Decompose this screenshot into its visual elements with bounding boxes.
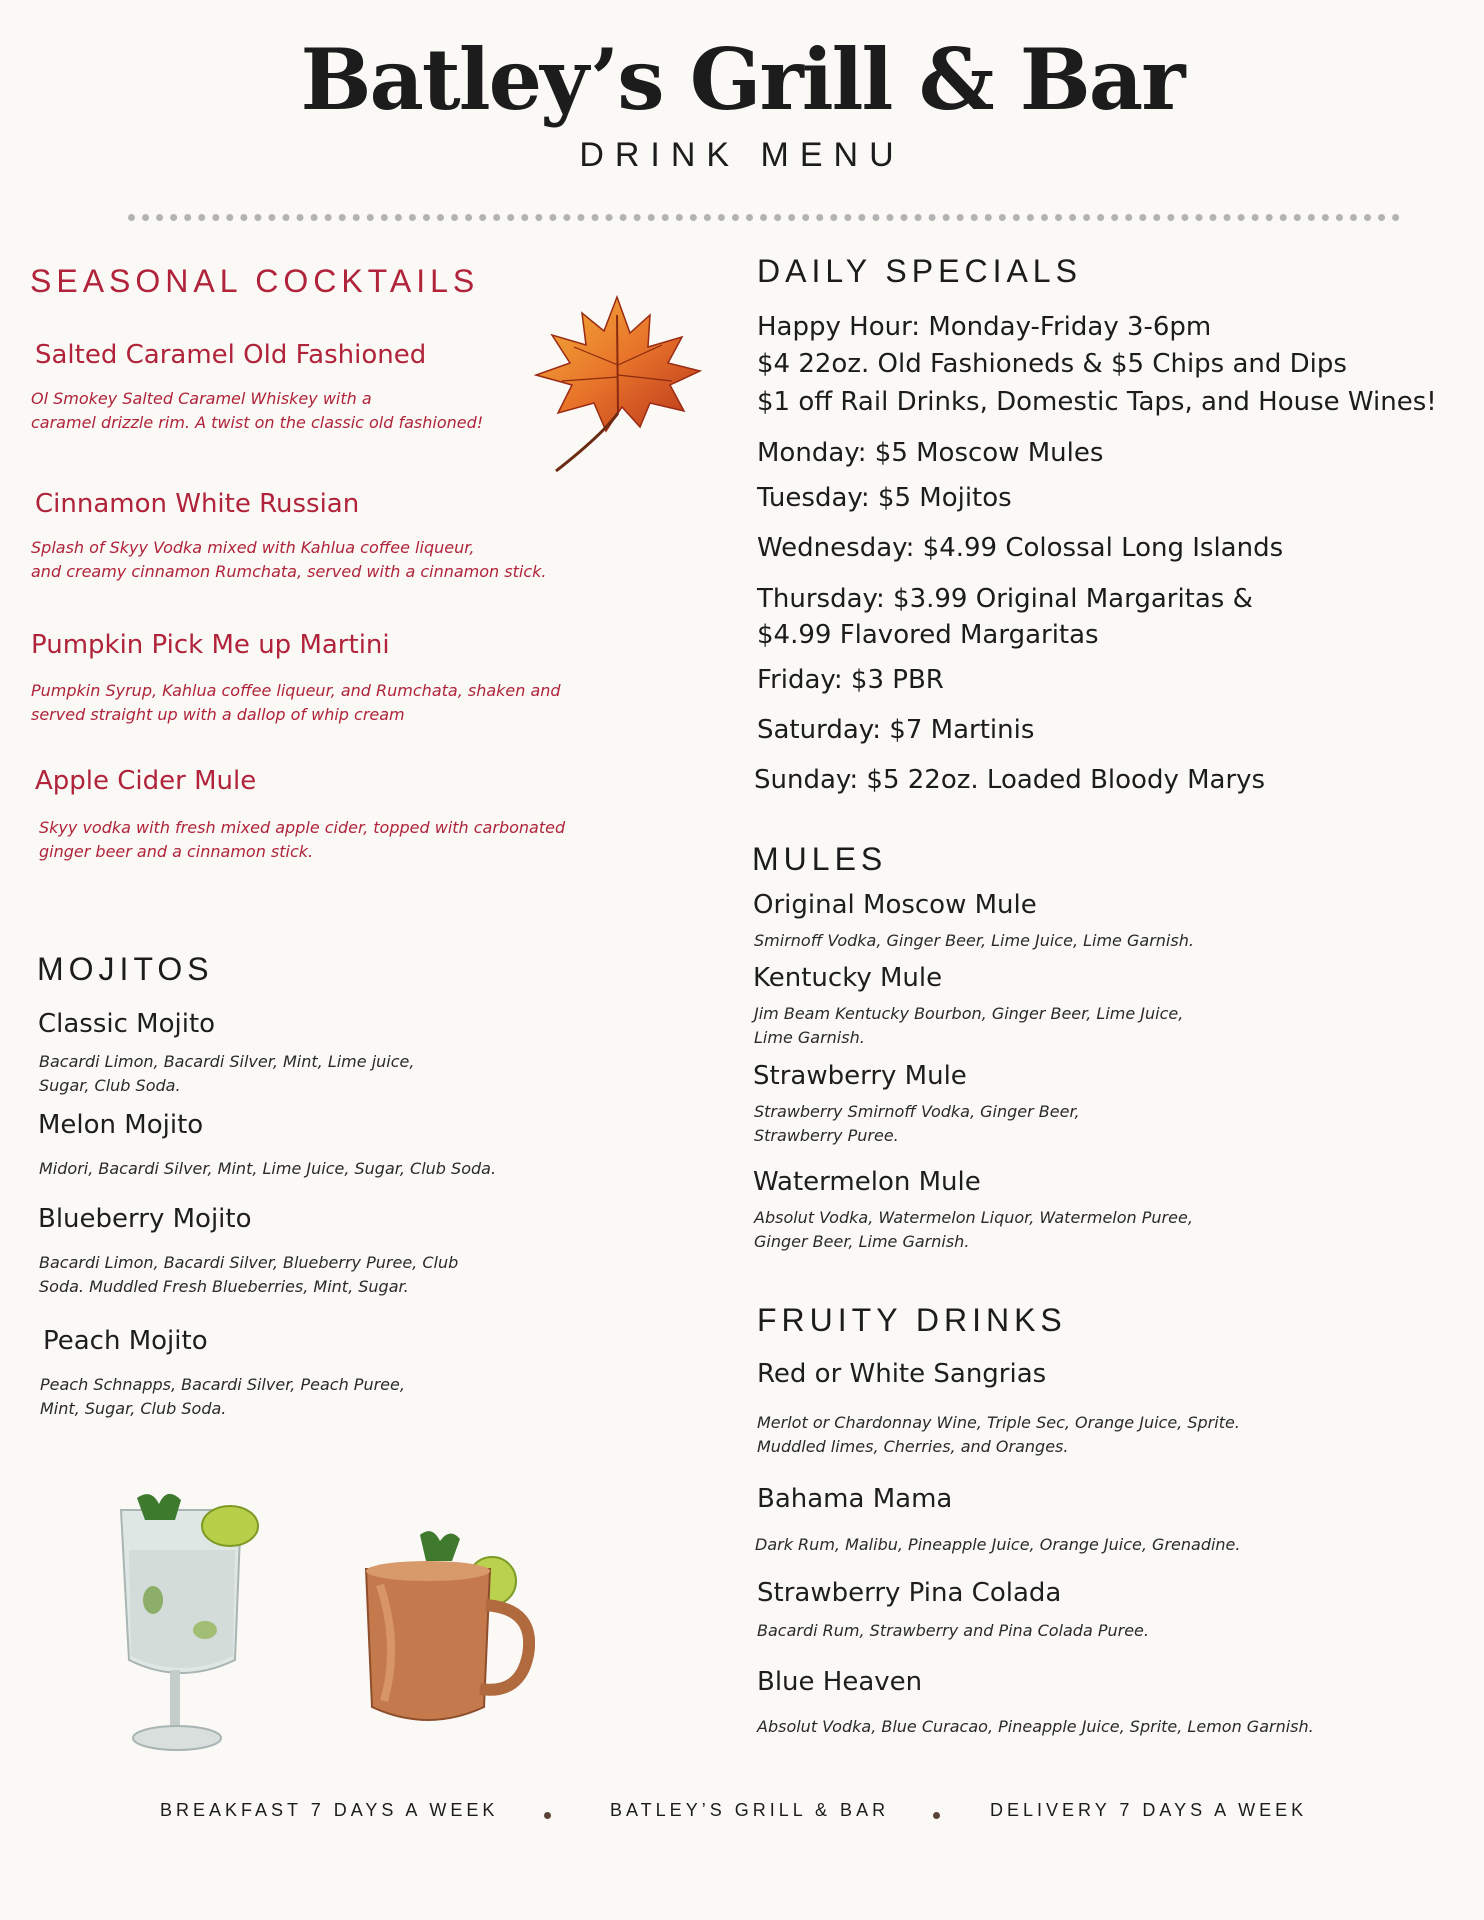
- seasonal-item-desc: Skyy vodka with fresh mixed apple cider, topped with carbonated ginger beer and a cinnamon stick.: [39, 818, 566, 861]
- footer-left: BREAKFAST 7 DAYS A WEEK: [160, 1800, 499, 1820]
- fruity-item-desc: Merlot or Chardonnay Wine, Triple Sec, Orange Juice, Sprite. Muddled limes, Cherries, and Oranges.: [757, 1413, 1240, 1456]
- daily-special-line: Saturday: $7 Martinis: [757, 715, 1035, 745]
- fruity-heading: FRUITY DRINKS: [757, 1302, 1067, 1338]
- mule-item-name: Watermelon Mule: [753, 1167, 981, 1197]
- mojito-item-name: Blueberry Mojito: [38, 1204, 252, 1234]
- page-title: Batley’s Grill & Bar: [300, 30, 1184, 129]
- mule-item-name: Original Moscow Mule: [753, 890, 1037, 920]
- dotted-divider: [128, 214, 1400, 221]
- daily-special-line: Sunday: $5 22oz. Loaded Bloody Marys: [754, 765, 1266, 795]
- mule-item-name: Strawberry Mule: [753, 1061, 967, 1091]
- mules-heading: MULES: [752, 841, 888, 877]
- seasonal-item-name: Apple Cider Mule: [35, 766, 257, 796]
- fruity-item-desc: Dark Rum, Malibu, Pineapple Juice, Orange Juice, Grenadine.: [755, 1535, 1241, 1554]
- mojito-item-name: Melon Mojito: [38, 1110, 204, 1140]
- happy-hour-line: $1 off Rail Drinks, Domestic Taps, and House Wines!: [757, 387, 1437, 417]
- mojitos-heading: MOJITOS: [37, 951, 214, 987]
- seasonal-item-desc: Pumpkin Syrup, Kahlua coffee liqueur, and Rumchata, shaken and served straight up with a dallop of whip cream: [31, 681, 561, 724]
- mojito-item-desc: Peach Schnapps, Bacardi Silver, Peach Puree, Mint, Sugar, Club Soda.: [40, 1375, 405, 1418]
- fruity-item-name: Blue Heaven: [757, 1667, 923, 1697]
- seasonal-item-name: Salted Caramel Old Fashioned: [35, 340, 427, 370]
- mule-item-desc: Smirnoff Vodka, Ginger Beer, Lime Juice, Lime Garnish.: [754, 931, 1194, 950]
- mojito-item-desc: Bacardi Limon, Bacardi Silver, Blueberry Puree, Club Soda. Muddled Fresh Blueberries, Mint, Sugar.: [39, 1253, 459, 1296]
- daily-special-line: Monday: $5 Moscow Mules: [757, 438, 1104, 468]
- daily-special-line: $4.99 Flavored Margaritas: [757, 620, 1099, 650]
- mojito-glass-icon: [115, 1490, 275, 1770]
- fruity-item-name: Strawberry Pina Colada: [757, 1578, 1062, 1608]
- seasonal-item-name: Cinnamon White Russian: [35, 489, 360, 519]
- footer-center: BATLEY’S GRILL & BAR: [610, 1800, 890, 1820]
- happy-hour-line: $4 22oz. Old Fashioneds & $5 Chips and Dips: [757, 349, 1347, 379]
- page-subtitle: DRINK MENU: [579, 136, 905, 174]
- mojito-item-desc: Bacardi Limon, Bacardi Silver, Mint, Lime juice, Sugar, Club Soda.: [39, 1052, 415, 1095]
- mule-item-desc: Absolut Vodka, Watermelon Liquor, Watermelon Puree, Ginger Beer, Lime Garnish.: [754, 1208, 1193, 1251]
- daily-special-line: Thursday: $3.99 Original Margaritas &: [757, 584, 1253, 614]
- footer-dot: [933, 1812, 940, 1819]
- fruity-item-desc: Bacardi Rum, Strawberry and Pina Colada Puree.: [757, 1621, 1149, 1640]
- mule-item-desc: Strawberry Smirnoff Vodka, Ginger Beer, Strawberry Puree.: [754, 1102, 1080, 1145]
- daily-special-line: Friday: $3 PBR: [757, 665, 944, 695]
- copper-mug-icon: [360, 1525, 535, 1735]
- fruity-item-name: Red or White Sangrias: [757, 1359, 1047, 1389]
- footer-dot: [544, 1812, 551, 1819]
- footer-right: DELIVERY 7 DAYS A WEEK: [990, 1800, 1308, 1820]
- mule-item-desc: Jim Beam Kentucky Bourbon, Ginger Beer, Lime Juice, Lime Garnish.: [754, 1004, 1184, 1047]
- fruity-item-name: Bahama Mama: [757, 1484, 953, 1514]
- fruity-item-desc: Absolut Vodka, Blue Curacao, Pineapple Juice, Sprite, Lemon Garnish.: [757, 1717, 1314, 1736]
- daily-special-line: Wednesday: $4.99 Colossal Long Islands: [757, 533, 1284, 563]
- happy-hour-line: Happy Hour: Monday-Friday 3-6pm: [757, 312, 1212, 342]
- daily-special-line: Tuesday: $5 Mojitos: [757, 483, 1012, 513]
- seasonal-heading: SEASONAL COCKTAILS: [30, 263, 480, 299]
- daily-specials-heading: DAILY SPECIALS: [757, 253, 1082, 289]
- seasonal-item-desc: Ol Smokey Salted Caramel Whiskey with a caramel drizzle rim. A twist on the classic old fashioned!: [31, 389, 484, 432]
- maple-leaf-icon: [522, 285, 712, 475]
- mojito-item-name: Peach Mojito: [43, 1326, 208, 1356]
- seasonal-item-desc: Splash of Skyy Vodka mixed with Kahlua coffee liqueur, and creamy cinnamon Rumchata, served with a cinnamon stick.: [31, 538, 547, 581]
- mule-item-name: Kentucky Mule: [753, 963, 943, 993]
- seasonal-item-name: Pumpkin Pick Me up Martini: [31, 630, 390, 660]
- mojito-item-name: Classic Mojito: [38, 1009, 216, 1039]
- mojito-item-desc: Midori, Bacardi Silver, Mint, Lime Juice, Sugar, Club Soda.: [39, 1159, 497, 1178]
